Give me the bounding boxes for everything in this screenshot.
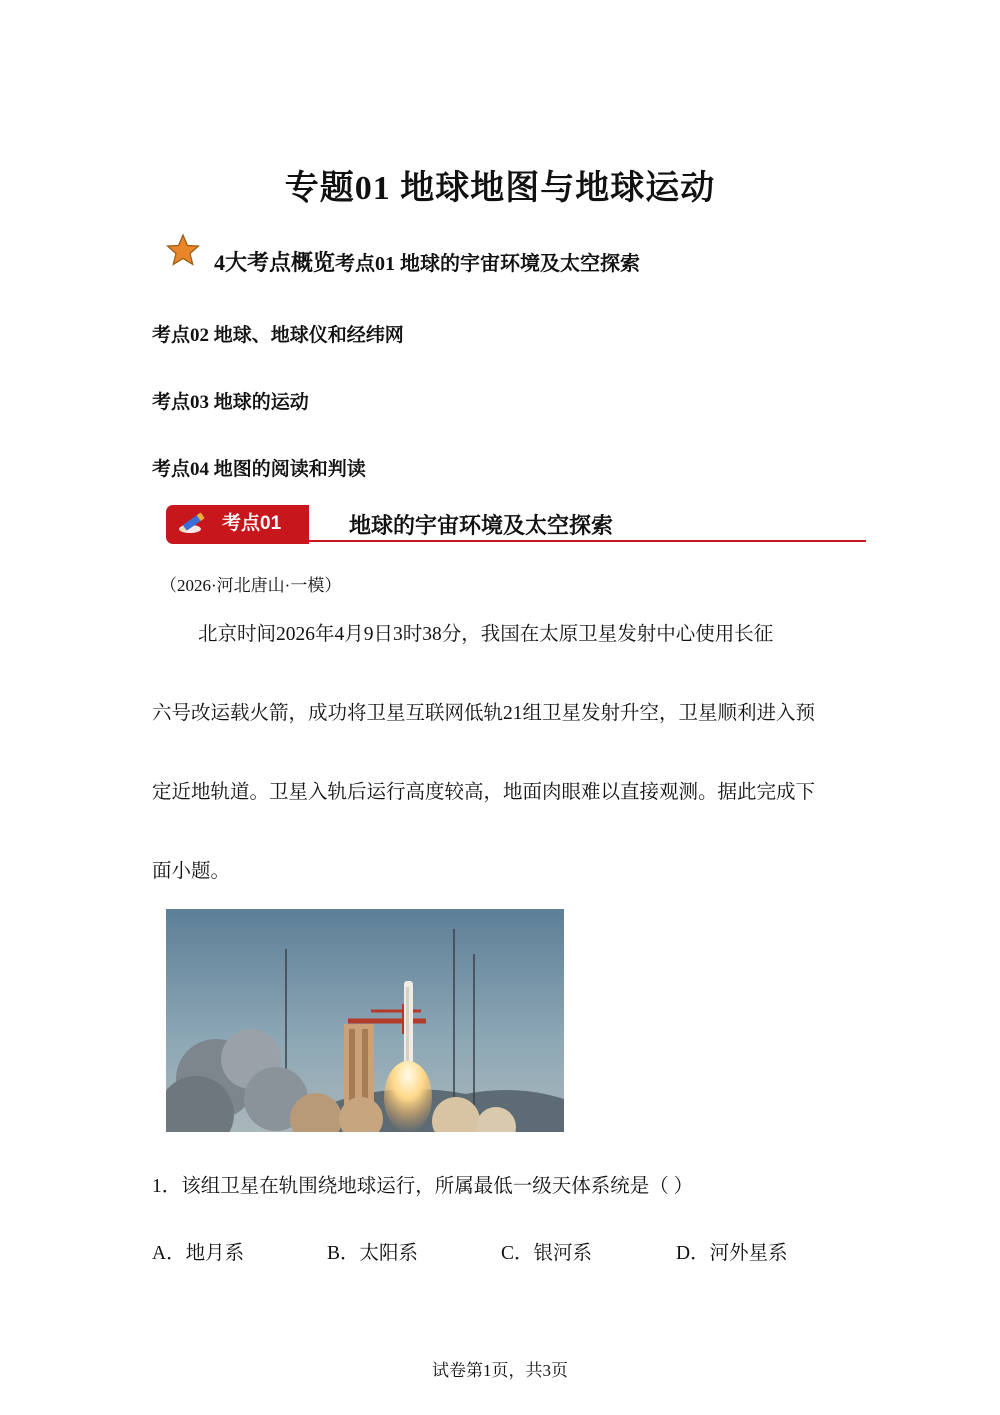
toc-item: 考点03 地球的运动: [152, 392, 309, 413]
passage: [152, 595, 852, 911]
passage-line: 六号改运载火箭，成功将卫星互联网低轨21组卫星发射升空，卫星顺利进入预: [152, 703, 816, 724]
passage-line: 定近地轨道。卫星入轨后运行高度较高，地面肉眼难以直接观测。据此完成下: [152, 782, 816, 803]
overview-topic: 考点01 地球的宇宙环境及太空探索: [335, 253, 641, 275]
section-badge-label: 考点01: [222, 513, 282, 534]
section-rule: [309, 540, 866, 542]
question-1: 1．该组卫星在轨围绕地球运行，所属最低一级天体系统是（ ）: [152, 1176, 694, 1197]
option-c: C．银河系: [501, 1243, 593, 1264]
passage-line: 北京时间2026年4月9日3时38分，我国在太原卫星发射中心使用长征: [198, 624, 774, 645]
page-title: 专题01 地球地图与地球运动: [284, 170, 716, 207]
option-a: A．地月系: [152, 1243, 245, 1264]
overview-title: 4大考点概览: [214, 250, 336, 275]
section-banner: [166, 503, 866, 545]
toc-item: 考点02 地球、地球仪和经纬网: [152, 325, 404, 346]
pen-icon: [178, 509, 210, 535]
toc-item: 考点04 地图的阅读和判读: [152, 459, 366, 480]
option-d: D．河外星系: [676, 1243, 788, 1264]
passage-line: 面小题。: [152, 861, 231, 882]
option-b: B．太阳系: [327, 1243, 419, 1264]
star-icon: [166, 233, 200, 267]
overview-line: [214, 246, 640, 277]
section-heading: 地球的宇宙环境及太空探索: [349, 513, 614, 538]
page-footer: 试卷第1页，共3页: [432, 1361, 568, 1380]
question-source: （2026·河北唐山·一模）: [160, 576, 342, 595]
rocket-launch-photo: [166, 909, 564, 1132]
